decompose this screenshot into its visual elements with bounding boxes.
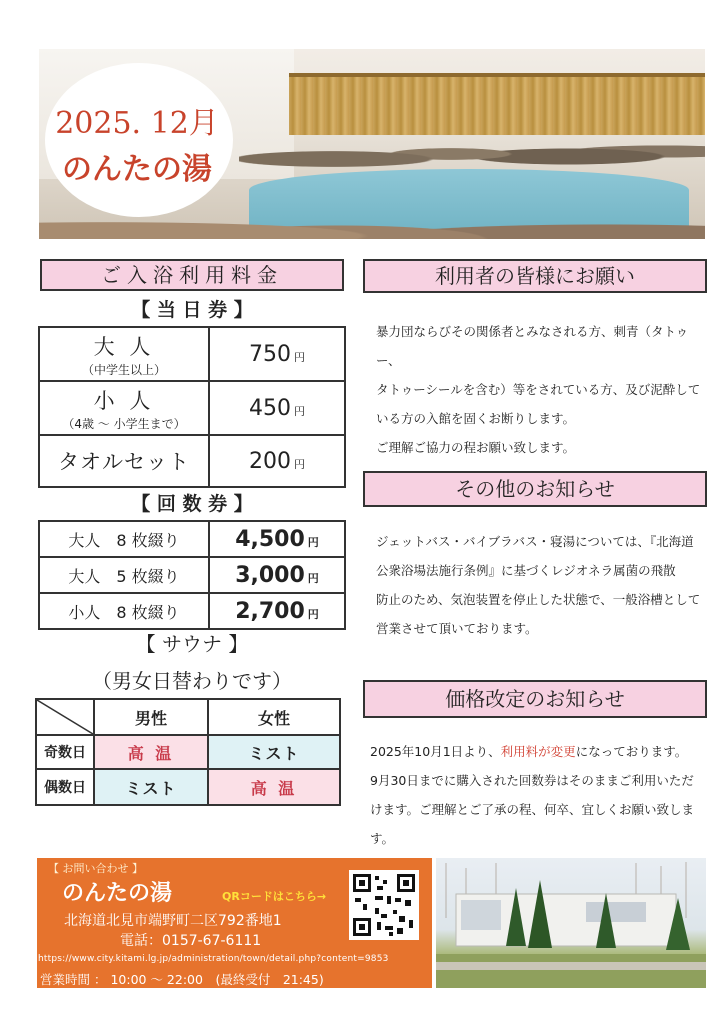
sauna-table — [35, 698, 341, 806]
diagonal-line — [37, 700, 93, 734]
coupon-row-price: 4,500 — [235, 526, 305, 552]
yen-unit: 円 — [294, 457, 305, 471]
notice-price-title: 価格改定のお知らせ — [363, 680, 707, 718]
sauna-day-label: 奇数日 — [36, 735, 94, 769]
footer-url[interactable]: https://www.city.kitami.lg.jp/administration/town/detail.php?content=9853 — [38, 954, 389, 964]
day-row-label: 大 人 — [93, 334, 155, 359]
notice-line: 防止のため、気泡装置を停止した状態で、一般浴槽として — [376, 592, 701, 607]
day-ticket-table — [38, 326, 346, 488]
notice-users-body — [376, 317, 706, 462]
coupon-row-price: 2,700 — [235, 598, 305, 624]
contact-label: 【 お問い合わせ 】 — [48, 862, 143, 875]
yen-unit: 円 — [307, 535, 319, 549]
table-row — [39, 435, 345, 487]
footer-phone: 電話：0157-67-6111 — [120, 933, 262, 949]
notice-users-title: 利用者の皆様にお願い — [363, 259, 707, 293]
table-row — [36, 769, 340, 805]
fees-title: ご入浴利用料金 — [40, 259, 344, 291]
coupon-row-label: 大人 8 枚綴り — [39, 521, 209, 557]
notice-line — [370, 737, 708, 766]
notice-line: けます。ご理解とご了承の程、何卒、宜しくお願い致します。 — [370, 802, 695, 846]
notice-line: 9月30日までに購入された回数券はそのままご利用いただ — [370, 773, 694, 788]
table-row — [39, 557, 345, 593]
sauna-col-female: 女性 — [208, 699, 340, 735]
yen-unit: 円 — [307, 607, 319, 621]
hero-year-month: 2025. 12月 — [55, 106, 219, 141]
day-row-label: タオルセット — [58, 450, 190, 474]
sauna-day-label: 偶数日 — [36, 769, 94, 805]
table-row — [36, 699, 340, 735]
day-row-price: 450 — [249, 395, 291, 421]
day-row-price: 200 — [249, 448, 291, 474]
building-photo — [436, 858, 706, 988]
notice-text: 2025年10月1日より、 — [370, 744, 501, 759]
table-row — [36, 735, 340, 769]
qr-code-icon[interactable] — [349, 870, 419, 940]
yen-unit: 円 — [294, 350, 305, 364]
yen-unit: 円 — [294, 404, 305, 418]
coupon-row-price: 3,000 — [235, 562, 305, 588]
notice-line: ジェットバス・バイブラバス・寝湯については、『北海道 — [376, 534, 694, 549]
notice-highlight: 利用料が変更 — [500, 744, 576, 759]
day-row-price: 750 — [249, 341, 291, 367]
coupon-row-label: 大人 5 枚綴り — [39, 557, 209, 593]
notice-price-body — [370, 737, 708, 853]
day-row-sub: （4歳 ～ 小学生まで） — [62, 416, 186, 431]
sauna-cell-high-temp: 高 温 — [94, 735, 208, 769]
sauna-col-male: 男性 — [94, 699, 208, 735]
table-row — [39, 521, 345, 557]
table-row — [39, 593, 345, 629]
notice-line: ご理解ご協力の程お願い致します。 — [376, 440, 576, 455]
notice-line: 暴力団ならびその関係者とみなされる方、刺青（タトゥー、 — [376, 324, 689, 368]
notice-text: になっております。 — [575, 744, 688, 759]
notice-other-body — [376, 527, 706, 643]
sauna-cell-mist: ミスト — [94, 769, 208, 805]
coupon-row-label: 小人 8 枚綴り — [39, 593, 209, 629]
table-row — [39, 327, 345, 381]
notice-line: いる方の入館を固くお断りします。 — [376, 411, 576, 426]
footer-hours: 営業時間 ： 10:00 ～ 22:00 (最終受付 21:45) — [40, 972, 324, 987]
notice-line: 公衆浴場法施行条例』に基づくレジオネラ属菌の飛散 — [376, 563, 676, 578]
day-ticket-heading: 【 当 日 券 】 — [131, 299, 253, 321]
sauna-cell-high-temp: 高 温 — [208, 769, 340, 805]
day-row-sub: （中学生以上） — [81, 362, 166, 377]
sauna-note: （男女日替わりです） — [92, 669, 292, 693]
footer-address: 北海道北見市端野町二区792番地1 — [64, 913, 282, 929]
sauna-heading: 【 サウナ 】 — [135, 632, 249, 656]
coupon-heading: 【 回 数 券 】 — [131, 493, 253, 515]
notice-other-title: その他のお知らせ — [363, 471, 707, 507]
sauna-cell-mist: ミスト — [208, 735, 340, 769]
footer-facility-name: のんたの湯 — [62, 881, 173, 906]
qr-label: QRコードはこちら→ — [222, 890, 327, 903]
coupon-table — [38, 520, 346, 630]
notice-line: タトゥーシールを含む）等をされている方、及び泥酔して — [376, 382, 701, 397]
notice-line: 営業させて頂いております。 — [376, 621, 538, 636]
table-row — [39, 381, 345, 435]
hero-facility-name: のんたの湯 — [62, 152, 212, 187]
day-row-label: 小 人 — [93, 388, 155, 413]
yen-unit: 円 — [307, 571, 319, 585]
sauna-corner-cell — [36, 699, 94, 735]
